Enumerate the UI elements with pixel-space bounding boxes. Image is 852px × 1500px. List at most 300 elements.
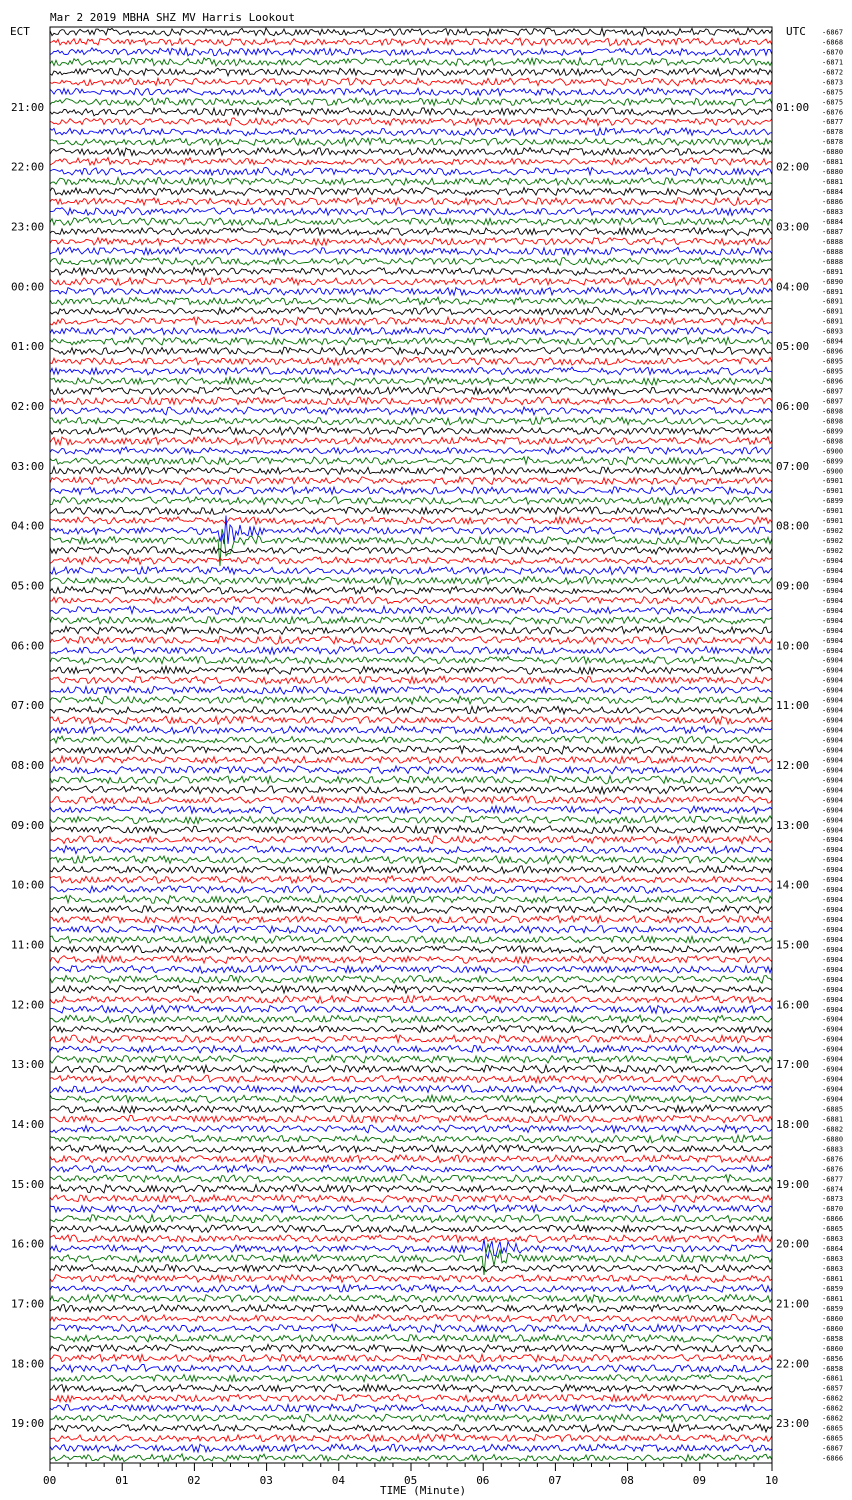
trace-offset-label: -6878 — [822, 138, 844, 147]
trace-offset-label: -6904 — [822, 975, 844, 984]
right-hour-label: 19:00 — [776, 1177, 810, 1191]
trace-offset-label: -6901 — [822, 477, 844, 486]
x-tick-label: 03 — [259, 1474, 273, 1487]
trace-line — [50, 836, 772, 844]
trace-offset-label: -6904 — [822, 846, 844, 855]
left-hour-label: 19:00 — [11, 1417, 45, 1431]
right-hour-label: 07:00 — [776, 459, 810, 473]
trace-line — [50, 885, 772, 893]
trace-offset-label: -6865 — [822, 1225, 844, 1234]
trace-offset-label: -6888 — [822, 247, 844, 256]
trace-offset-label: -6882 — [822, 1125, 844, 1134]
right-hour-label: 03:00 — [776, 220, 810, 234]
trace-line — [50, 477, 772, 485]
trace-offset-label: -6876 — [822, 1165, 844, 1174]
trace-line — [50, 38, 772, 46]
trace-offset-label: -6904 — [822, 1075, 844, 1084]
trace-offset-label: -6904 — [822, 995, 844, 1004]
right-hour-label: 02:00 — [776, 160, 810, 174]
trace-offset-label: -6895 — [822, 357, 844, 366]
trace-line — [50, 1275, 772, 1283]
trace-line — [50, 975, 772, 983]
left-hour-label: 08:00 — [11, 758, 45, 772]
trace-line — [50, 906, 772, 914]
trace-offset-label: -6904 — [822, 646, 844, 655]
right-hour-label: 21:00 — [776, 1297, 810, 1311]
right-hour-label: 11:00 — [776, 699, 810, 713]
left-hour-label: 16:00 — [11, 1237, 45, 1251]
trace-offset-label: -6904 — [822, 1045, 844, 1054]
left-hour-label: 03:00 — [11, 459, 45, 473]
trace-line — [50, 1335, 772, 1343]
trace-line — [50, 1105, 772, 1113]
x-tick-label: 06 — [476, 1474, 490, 1487]
trace-offset-label: -6904 — [822, 806, 844, 815]
trace-line — [50, 956, 772, 964]
trace-line — [50, 676, 772, 684]
trace-line — [50, 1244, 772, 1275]
left-hour-label: 21:00 — [11, 100, 45, 114]
trace-offset-label: -6902 — [822, 537, 844, 546]
trace-line — [50, 985, 772, 993]
trace-line — [50, 716, 772, 724]
trace-line — [50, 88, 772, 96]
trace-offset-label: -6876 — [822, 108, 844, 117]
trace-offset-label: -6904 — [822, 577, 844, 585]
trace-offset-label: -6884 — [822, 218, 844, 226]
trace-line — [50, 267, 772, 275]
trace-line — [50, 1235, 772, 1243]
trace-line — [50, 387, 772, 395]
right-timezone-label: UTC — [786, 25, 806, 38]
trace-offset-labels — [822, 29, 843, 1463]
trace-offset-label: -6904 — [822, 916, 844, 924]
trace-line — [50, 307, 772, 315]
trace-line — [50, 98, 772, 106]
left-timezone-label: ECT — [10, 25, 30, 38]
right-hour-label: 13:00 — [776, 818, 810, 832]
trace-line — [50, 1035, 772, 1043]
trace-line — [50, 1225, 772, 1233]
trace-line — [50, 856, 772, 864]
trace-offset-label: -6904 — [822, 926, 844, 934]
trace-offset-label: -6871 — [822, 58, 844, 67]
trace-offset-label: -6904 — [822, 766, 844, 775]
trace-offset-label: -6904 — [822, 826, 844, 835]
trace-offset-label: -6904 — [822, 965, 844, 974]
trace-offset-label: -6860 — [822, 1314, 844, 1323]
trace-line — [50, 1304, 772, 1312]
trace-offset-label: -6904 — [822, 936, 844, 944]
trace-line — [50, 1195, 772, 1203]
trace-line — [50, 1404, 772, 1412]
trace-offset-label: -6877 — [822, 1175, 844, 1184]
trace-line — [50, 467, 772, 475]
trace-offset-label: -6859 — [822, 1304, 844, 1313]
left-hour-label: 12:00 — [11, 998, 45, 1012]
trace-offset-label: -6867 — [822, 28, 844, 37]
trace-offset-label: -6904 — [822, 955, 844, 964]
trace-offset-label: -6904 — [822, 836, 844, 845]
x-tick-label: 04 — [331, 1474, 346, 1487]
trace-offset-label: -6904 — [822, 636, 844, 645]
left-hour-label: 04:00 — [11, 519, 45, 533]
right-hour-label: 08:00 — [776, 519, 810, 533]
chart-title: Mar 2 2019 MBHA SHZ MV Harris Lookout — [50, 11, 296, 24]
x-axis-label: TIME (Minute) — [380, 1484, 467, 1497]
trace-offset-label: -6904 — [822, 1065, 844, 1074]
trace-offset-label: -6886 — [822, 198, 844, 206]
trace-offset-label: -6904 — [822, 616, 844, 625]
right-hour-label: 17:00 — [776, 1058, 810, 1072]
trace-line — [50, 1454, 772, 1462]
trace-offset-label: -6860 — [822, 1324, 844, 1333]
trace-offset-label: -6904 — [822, 626, 844, 635]
trace-line — [50, 866, 772, 874]
trace-line — [50, 1025, 772, 1033]
trace-line — [50, 128, 772, 136]
trace-offset-label: -6881 — [822, 178, 844, 187]
trace-offset-label: -6866 — [822, 1454, 844, 1463]
right-hour-label: 15:00 — [776, 938, 810, 952]
trace-offset-label: -6904 — [822, 736, 844, 745]
trace-offset-label: -6880 — [822, 1135, 844, 1144]
trace-line — [50, 337, 772, 345]
trace-line — [50, 965, 772, 973]
right-hour-label: 22:00 — [776, 1357, 810, 1371]
right-hour-label: 05:00 — [776, 340, 810, 354]
left-hour-label: 09:00 — [11, 818, 45, 832]
trace-line — [50, 806, 772, 814]
trace-line — [50, 876, 772, 884]
trace-line — [50, 28, 772, 36]
trace-line — [50, 706, 772, 714]
trace-offset-label: -6901 — [822, 507, 844, 516]
trace-offset-label: -6904 — [822, 985, 844, 994]
trace-line — [50, 297, 772, 305]
trace-offset-label: -6904 — [822, 586, 844, 595]
trace-line — [50, 437, 772, 445]
trace-offset-label: -6900 — [822, 467, 844, 476]
trace-line — [50, 447, 772, 454]
trace-line — [50, 1175, 772, 1183]
left-hour-label: 18:00 — [11, 1357, 45, 1371]
trace-offset-label: -6874 — [822, 1185, 844, 1194]
trace-offset-label: -6904 — [822, 876, 844, 885]
trace-offset-label: -6864 — [822, 1245, 844, 1254]
trace-line — [50, 1444, 772, 1452]
left-hour-label: 10:00 — [11, 878, 45, 892]
trace-line — [50, 557, 772, 565]
trace-offset-label: -6904 — [822, 1035, 844, 1044]
trace-line — [50, 367, 772, 375]
trace-offset-label: -6904 — [822, 726, 844, 735]
trace-line — [50, 756, 772, 764]
left-hour-label: 05:00 — [11, 579, 45, 593]
trace-line — [50, 916, 772, 924]
left-hour-label: 22:00 — [11, 160, 45, 174]
trace-offset-label: -6887 — [822, 227, 844, 236]
trace-offset-label: -6904 — [822, 1015, 844, 1024]
x-tick-label: 10 — [765, 1474, 779, 1487]
trace-line — [50, 427, 772, 435]
trace-line — [50, 1185, 772, 1193]
trace-offset-label: -6873 — [822, 1195, 844, 1204]
trace-offset-label: -6904 — [822, 866, 844, 875]
left-hour-label: 15:00 — [11, 1177, 45, 1191]
right-hour-label: 16:00 — [776, 998, 810, 1012]
trace-line — [50, 228, 772, 236]
trace-offset-label: -6904 — [822, 1005, 844, 1014]
trace-line — [50, 796, 772, 804]
trace-line — [50, 606, 772, 614]
left-hour-label: 13:00 — [11, 1058, 45, 1072]
x-tick-label: 01 — [115, 1474, 129, 1487]
trace-line — [50, 626, 772, 634]
right-hour-label: 09:00 — [776, 579, 810, 593]
trace-offset-label: -6904 — [822, 716, 844, 725]
trace-offset-label: -6894 — [822, 337, 844, 346]
trace-line — [50, 1414, 772, 1422]
trace-line — [50, 766, 772, 774]
x-tick-label: 09 — [692, 1474, 707, 1487]
trace-offset-label: -6904 — [822, 706, 844, 715]
trace-offset-label: -6888 — [822, 237, 844, 246]
trace-offset-label: -6858 — [822, 1364, 844, 1373]
trace-offset-label: -6904 — [822, 746, 844, 755]
trace-offset-label: -6897 — [822, 397, 844, 406]
left-hour-label: 07:00 — [11, 699, 45, 713]
trace-line — [50, 317, 772, 325]
trace-line — [50, 1394, 772, 1402]
trace-offset-label: -6904 — [822, 816, 844, 825]
trace-line — [50, 507, 772, 515]
trace-line — [50, 746, 772, 754]
trace-offset-label: -6870 — [822, 1205, 844, 1214]
left-hour-label: 11:00 — [11, 938, 45, 952]
trace-line — [50, 1145, 772, 1153]
trace-offset-label: -6862 — [822, 1404, 844, 1413]
trace-line — [50, 417, 772, 425]
trace-offset-label: -6904 — [822, 686, 844, 695]
trace-offset-label: -6888 — [822, 257, 844, 266]
trace-line — [50, 826, 772, 834]
trace-offset-label: -6898 — [822, 417, 844, 426]
left-hour-label: 02:00 — [11, 399, 45, 413]
trace-offset-label: -6891 — [822, 317, 844, 326]
trace-offset-label: -6884 — [822, 188, 844, 196]
trace-offset-label: -6861 — [822, 1295, 844, 1303]
trace-line — [50, 487, 772, 495]
left-hour-label: 17:00 — [11, 1297, 45, 1311]
right-hour-label: 10:00 — [776, 639, 810, 653]
right-hour-label: 01:00 — [776, 100, 810, 114]
trace-offset-label: -6873 — [822, 78, 844, 87]
trace-line — [50, 776, 772, 784]
trace-offset-label: -6875 — [822, 98, 844, 107]
trace-offset-label: -6904 — [822, 796, 844, 805]
trace-line — [50, 188, 772, 196]
trace-offset-label: -6904 — [822, 856, 844, 865]
trace-line — [50, 68, 772, 76]
trace-offset-label: -6904 — [822, 1025, 844, 1034]
trace-offset-label: -6893 — [822, 327, 844, 336]
trace-line — [50, 287, 772, 295]
trace-offset-label: -6865 — [822, 1434, 844, 1443]
right-hour-label: 18:00 — [776, 1117, 810, 1131]
trace-line — [50, 397, 772, 405]
trace-line — [50, 78, 772, 86]
trace-offset-label: -6862 — [822, 1394, 844, 1403]
trace-line — [50, 576, 772, 584]
trace-offset-label: -6904 — [822, 676, 844, 685]
trace-offset-label: -6881 — [822, 158, 844, 167]
trace-line — [50, 846, 772, 854]
left-hour-label: 06:00 — [11, 639, 45, 653]
trace-offset-label: -6856 — [822, 1354, 844, 1363]
x-tick-label: 02 — [187, 1474, 201, 1487]
trace-line — [50, 48, 772, 56]
trace-line — [50, 926, 772, 934]
trace-line — [50, 1285, 772, 1293]
right-hour-label: 04:00 — [776, 280, 810, 294]
trace-offset-label: -6863 — [822, 1265, 844, 1273]
trace-line — [50, 1365, 772, 1373]
trace-line — [50, 616, 772, 624]
trace-line — [50, 1015, 772, 1023]
trace-offset-label: -6890 — [822, 277, 844, 286]
trace-line — [50, 138, 772, 146]
trace-line — [50, 936, 772, 944]
trace-offset-label: -6881 — [822, 1115, 844, 1124]
trace-offset-label: -6858 — [822, 1334, 844, 1343]
trace-offset-label: -6900 — [822, 447, 844, 456]
trace-offset-label: -6859 — [822, 1285, 844, 1293]
trace-line — [50, 1205, 772, 1213]
trace-offset-label: -6875 — [822, 88, 844, 97]
trace-offset-label: -6891 — [822, 267, 844, 276]
trace-line — [50, 1239, 772, 1258]
trace-line — [50, 218, 772, 226]
left-hour-label: 00:00 — [11, 280, 45, 294]
trace-offset-label: -6861 — [822, 1374, 844, 1383]
hour-labels — [11, 101, 809, 1430]
trace-line — [50, 167, 772, 175]
trace-line — [50, 1265, 772, 1273]
trace-offset-label: -6904 — [822, 906, 844, 914]
trace-offset-label: -6902 — [822, 547, 844, 555]
trace-line — [50, 696, 772, 704]
trace-line — [50, 357, 772, 365]
trace-offset-label: -6898 — [822, 407, 844, 416]
trace-offset-label: -6876 — [822, 1155, 844, 1164]
trace-line — [50, 1344, 772, 1352]
trace-line — [50, 1135, 772, 1143]
trace-offset-label: -6904 — [822, 776, 844, 785]
trace-line — [50, 457, 772, 465]
trace-offset-label: -6891 — [822, 307, 844, 316]
trace-line — [50, 1055, 772, 1063]
x-tick-label: 07 — [548, 1474, 562, 1487]
trace-line — [50, 1354, 772, 1362]
trace-offset-label: -6891 — [822, 297, 844, 306]
trace-offset-label: -6897 — [822, 387, 844, 396]
trace-offset-label: -6904 — [822, 656, 844, 665]
trace-offset-label: -6862 — [822, 1414, 844, 1423]
trace-line — [50, 377, 772, 385]
trace-offset-label: -6883 — [822, 1145, 844, 1154]
trace-offset-label: -6861 — [822, 1275, 844, 1283]
trace-offset-label: -6863 — [822, 1235, 844, 1244]
trace-offset-label: -6883 — [822, 208, 844, 216]
trace-offset-label: -6863 — [822, 1255, 844, 1264]
trace-line — [50, 996, 772, 1004]
trace-offset-label: -6899 — [822, 427, 844, 436]
trace-line — [50, 636, 772, 644]
trace-offset-label: -6898 — [822, 437, 844, 446]
trace-line — [50, 596, 772, 604]
trace-line — [50, 277, 772, 285]
trace-line — [50, 666, 772, 674]
trace-offset-label: -6885 — [822, 1105, 844, 1114]
trace-offset-label: -6904 — [822, 886, 844, 895]
right-hour-label: 23:00 — [776, 1417, 810, 1431]
trace-line — [50, 1314, 772, 1322]
trace-line — [50, 686, 772, 694]
trace-line — [50, 1215, 772, 1223]
trace-offset-label: -6895 — [822, 367, 844, 376]
trace-line — [50, 1115, 772, 1123]
trace-line — [50, 198, 772, 206]
trace-offset-label: -6901 — [822, 517, 844, 526]
trace-offset-label: -6899 — [822, 457, 844, 466]
trace-line — [50, 726, 772, 734]
trace-line — [50, 407, 772, 415]
trace-offset-label: -6904 — [822, 786, 844, 795]
trace-offset-label: -6867 — [822, 1444, 844, 1453]
trace-offset-label: -6901 — [822, 487, 844, 496]
trace-line — [50, 1095, 772, 1103]
trace-offset-label: -6904 — [822, 1055, 844, 1064]
trace-line — [50, 786, 772, 794]
trace-offset-label: -6870 — [822, 48, 844, 57]
trace-offset-label: -6904 — [822, 557, 844, 565]
trace-line — [50, 816, 772, 824]
trace-line — [50, 178, 772, 186]
x-tick-label: 08 — [620, 1474, 634, 1487]
right-hour-label: 14:00 — [776, 878, 810, 892]
trace-line — [50, 1324, 772, 1332]
trace-offset-label: -6904 — [822, 696, 844, 705]
trace-line — [50, 586, 772, 594]
trace-line — [50, 647, 772, 655]
trace-offset-label: -6904 — [822, 596, 844, 605]
trace-line — [50, 58, 772, 66]
trace-line — [50, 1085, 772, 1093]
trace-line — [50, 656, 772, 664]
left-hour-label: 23:00 — [11, 220, 45, 234]
trace-line — [50, 1005, 772, 1013]
trace-offset-label: -6904 — [822, 1095, 844, 1104]
trace-line — [50, 118, 772, 126]
right-hour-label: 06:00 — [776, 399, 810, 413]
right-hour-label: 20:00 — [776, 1237, 810, 1251]
trace-offset-label: -6857 — [822, 1384, 844, 1393]
right-hour-label: 12:00 — [776, 758, 810, 772]
trace-offset-label: -6878 — [822, 128, 844, 137]
trace-line — [50, 567, 772, 575]
seismic-traces — [50, 28, 772, 1462]
